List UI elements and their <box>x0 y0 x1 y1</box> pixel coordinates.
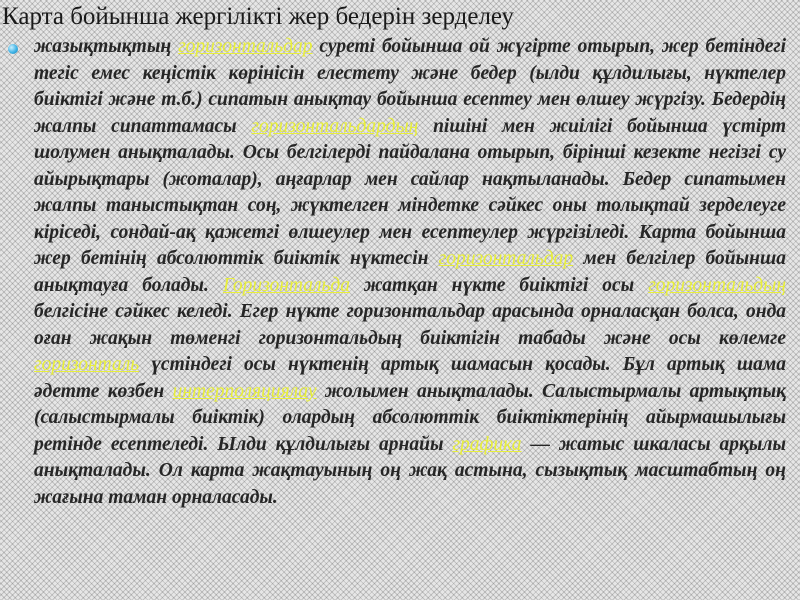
term-link[interactable]: горизонтальдар <box>178 36 313 57</box>
bullet-icon <box>8 44 18 54</box>
text-segment: суреті бойынша ой жүгірте отырып, жер бетіндегі тегіс емес кеңістік көрінісін елестету және бедер (ылди құлдилығы, нүктелер биіктігі және т.б.) сипатын анықтау бойынша есептеу мен өлшеу жүргізу. Бедердің жалпы сипаттамасы <box>34 36 787 137</box>
text-segment: пішіні мен жиілігі бойынша үстірт шолумен анықталады. Осы белгілерді пайдалана отырып, бірінші кезекте негізгі су айырықтары (жоталар), аңғарлар мен сайлар нақтыланады. Бедер сипатымен жалпы таныстықтан соң, жүктелген міндетке сәйкес оны толықтай зерделеуге кіріседі, сондай-ақ қажетгі өлшеулер мен есептеулер жүргізіледі. Карта бойынша жер бетінің абсолюттік биіктік нүктесін <box>34 115 786 269</box>
term-link[interactable]: горизонтальдың <box>648 274 787 296</box>
text-segment: — жатыс шкаласы арқылы анықталады. Ол карта жақтауының оң жақ астына, сызықтық масштабтың оң жағына таман орналасады. <box>34 433 786 508</box>
text-segment: мен белгілер бойынша анықтауға болады. <box>34 248 786 296</box>
term-link[interactable]: горизонтальдар <box>438 248 574 269</box>
term-link[interactable]: горизонталь <box>34 354 140 375</box>
text-segment: белгісіне сәйкес келеді. Егер нүкте горизонтальдар арасында орналасқан болса, онда оған жақын төменгі горизонтальдың биіктігін табады және осы көлемге <box>34 301 786 349</box>
term-link[interactable]: графика <box>452 433 522 455</box>
text-segment: жолымен анықталады. Салыстырмалы артықтық (салыстырмалы биіктік) олардың абсолюттік биіктіктерінің айырмашылығы ретінде есептеледі. Ылди құлдилығы арнайы <box>34 380 787 455</box>
body-paragraph <box>34 34 786 511</box>
text-segment: жатқан нүкте биіктігі осы <box>350 274 649 296</box>
slide-title: Карта бойынша жергілікті жер бедерін зерделеу <box>2 3 514 30</box>
text-segment: жазықтықтың <box>34 36 179 57</box>
text-segment: үстіндегі осы нүктенің артық шамасын қосады. Бұл артық шама әдетте көзбен <box>34 354 786 402</box>
term-link[interactable]: Горизонтальда <box>222 274 350 296</box>
term-link[interactable]: интерполяциялау <box>172 380 317 402</box>
term-link[interactable]: горизонтальдардың <box>251 115 419 137</box>
